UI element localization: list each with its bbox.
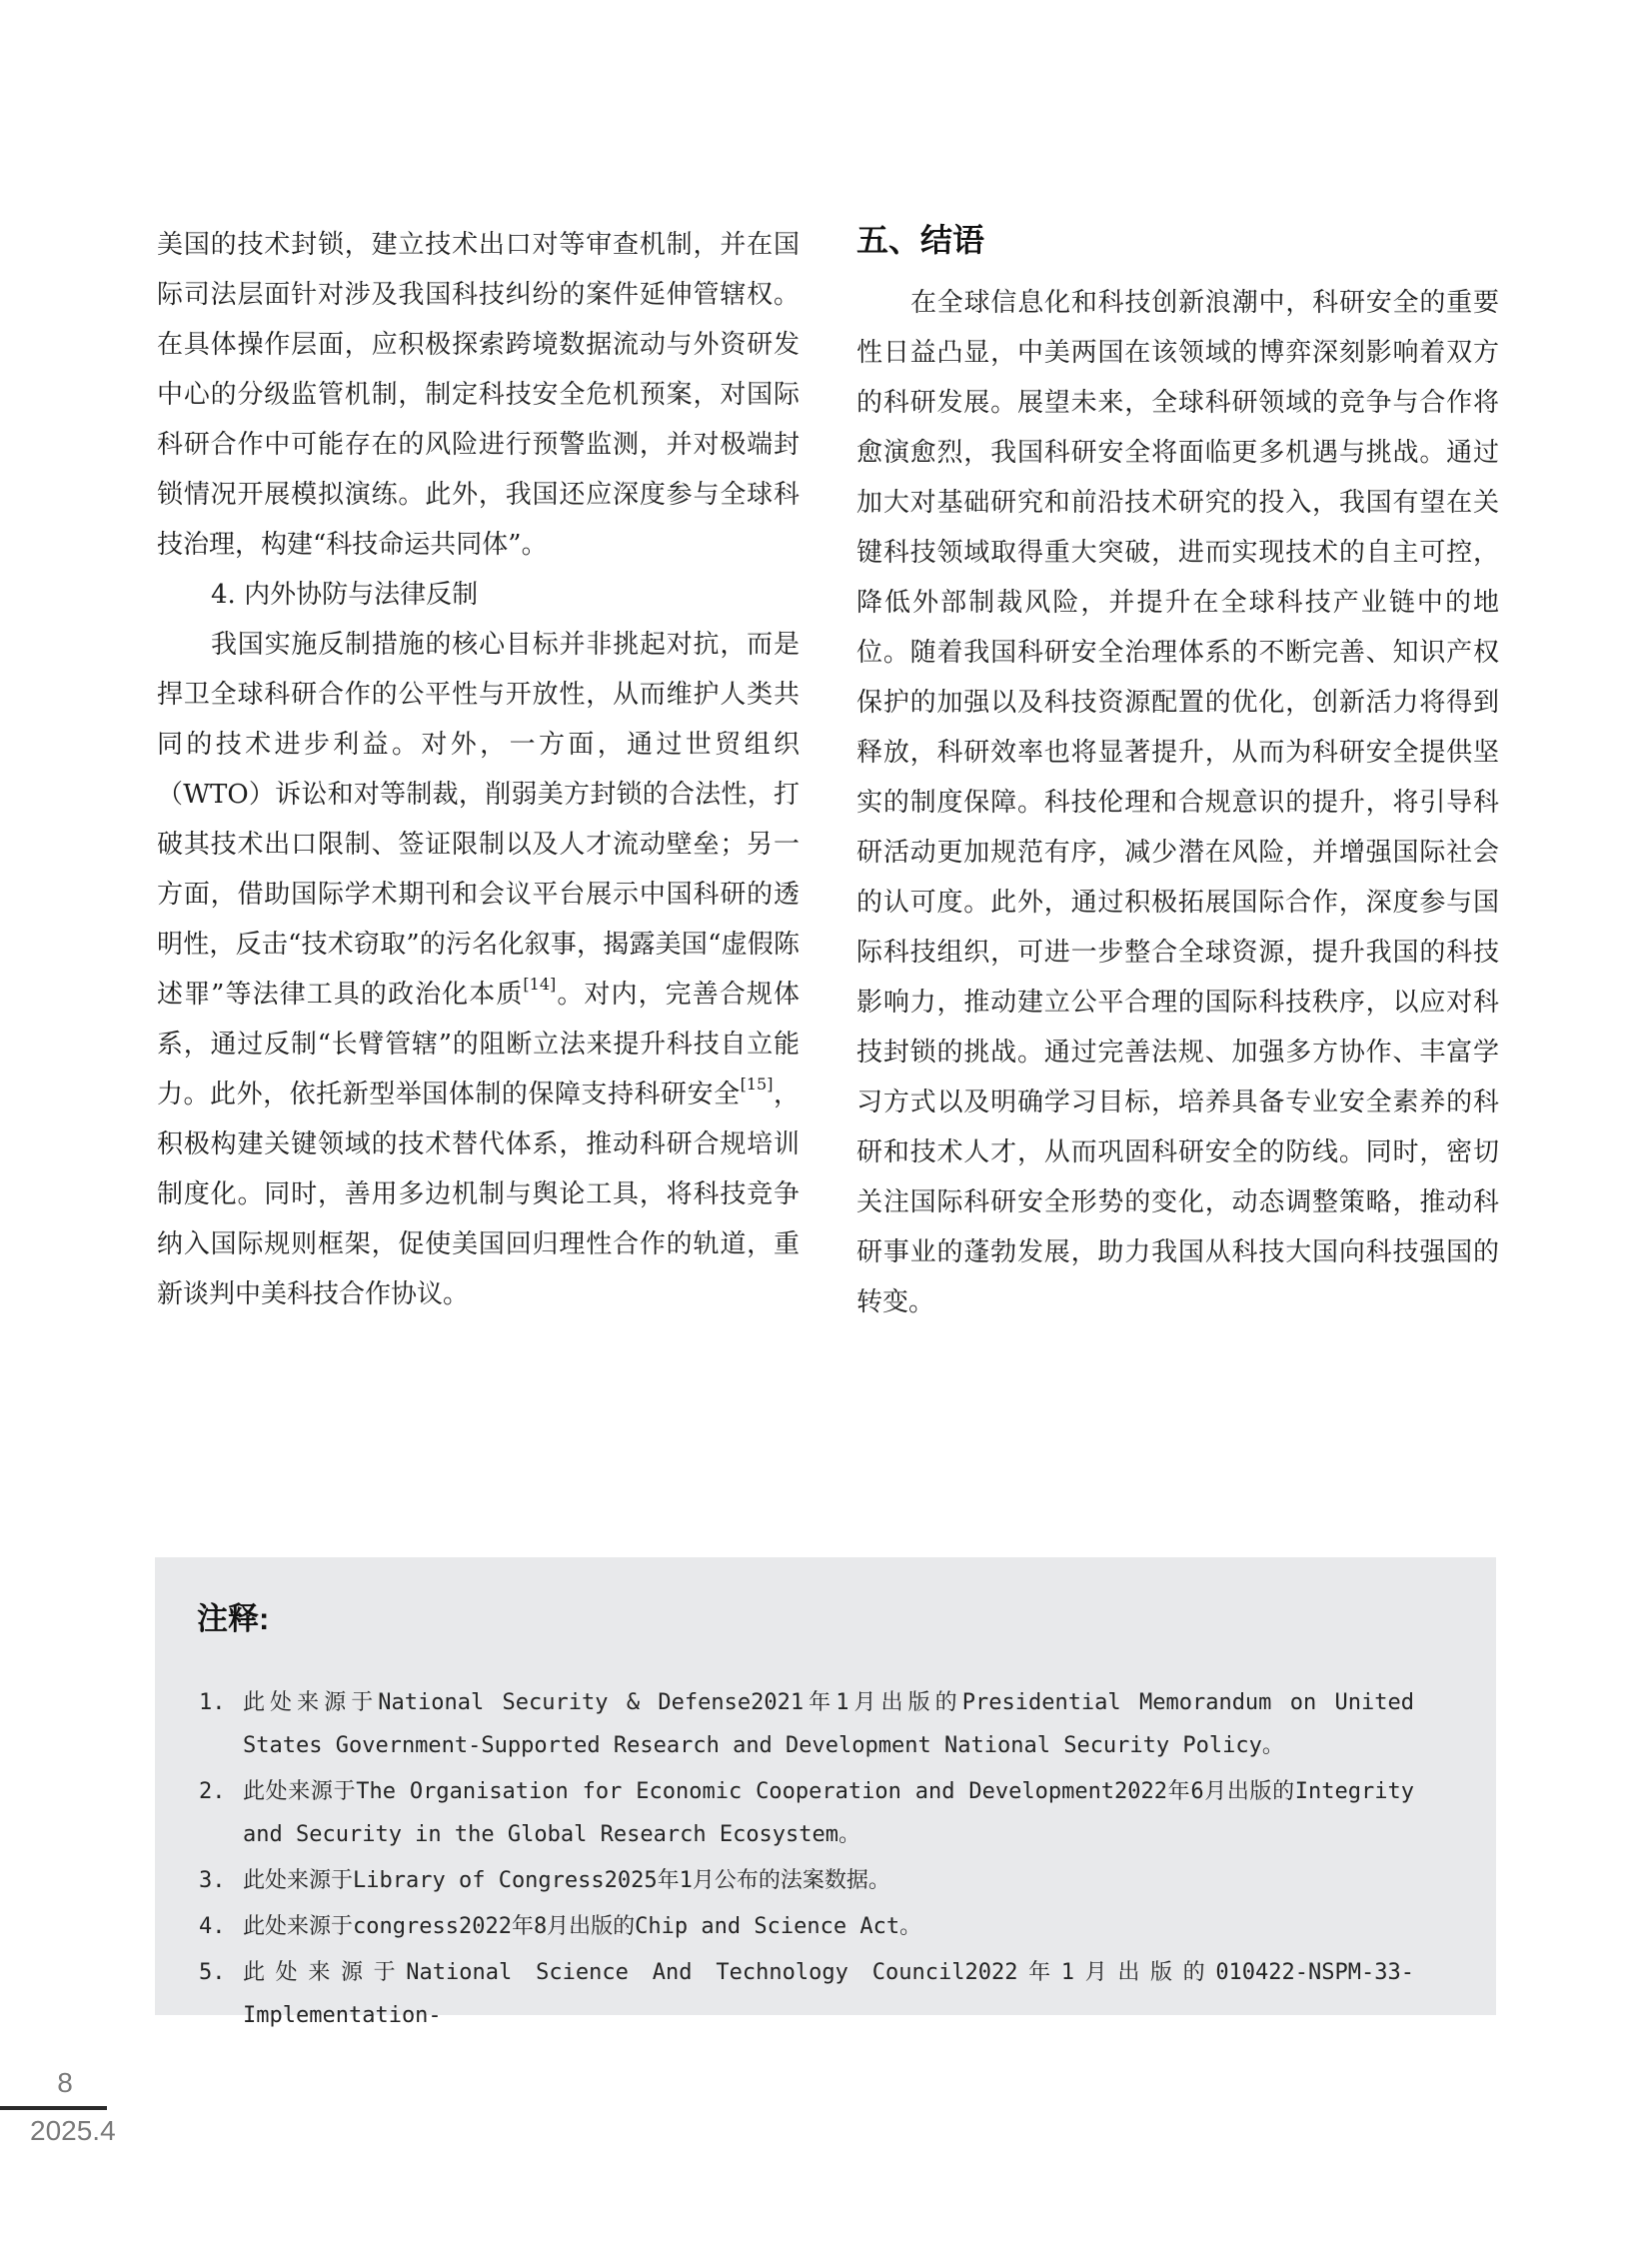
subsection-heading: 4. 内外协防与法律反制 xyxy=(211,580,479,610)
note-item xyxy=(155,1770,1414,1856)
note-item xyxy=(155,1905,1414,1948)
note-number: 5. xyxy=(199,1960,226,1985)
issue-label: 2025.4 xyxy=(30,2115,116,2146)
note-text: 此处来源于National Security & Defense2021年1月出版的Presidential Memorandum on United States Government-Supported Research and Development National Security Policy。 xyxy=(243,1690,1414,1758)
page-number: 8 xyxy=(57,2067,73,2098)
note-text: 此处来源于The Organisation for Economic Cooperation and Development2022年6月出版的Integrity and Security in the Global Research Ecosystem。 xyxy=(243,1779,1414,1847)
note-text: 此处来源于National Science And Technology Council2022年1月出版的010422-NSPM-33-Implementation- xyxy=(243,1960,1414,2028)
note-text: 此处来源于Library of Congress2025年1月公布的法案数据。 xyxy=(243,1868,890,1893)
notes-title: 注释: xyxy=(197,1601,270,1636)
note-number: 1. xyxy=(199,1690,226,1715)
right-column xyxy=(856,220,1499,1327)
conclusion-heading: 五、结语 xyxy=(856,222,985,258)
paragraph: 美国的技术封锁，建立技术出口对等审查机制，并在国际司法层面针对涉及我国科技纠纷的案件延伸管辖权。在具体操作层面，应积极探索跨境数据流动与外资研发中心的分级监管机制，制定科技安全危机预案，对国际科研合作中可能存在的风险进行预警监测，并对极端封锁情况开展模拟演练。此外，我国还应深度参与全球科技治理，构建“科技命运共同体”。 xyxy=(157,230,800,560)
paragraph: 在全球信息化和科技创新浪潮中，科研安全的重要性日益凸显，中美两国在该领域的博弈深刻影响着双方的科研发展。展望未来，全球科研领域的竞争与合作将愈演愈烈，我国科研安全将面临更多机遇与挑战。通过加大对基础研究和前沿技术研究的投入，我国有望在关键科技领域取得重大突破，进而实现技术的自主可控，降低外部制裁风险，并提升在全球科技产业链中的地位。随着我国科研安全治理体系的不断完善、知识产权保护的加强以及科技资源配置的优化，创新活力将得到释放，科研效率也将显著提升，从而为科研安全提供坚实的制度保障。科技伦理和合规意识的提升，将引导科研活动更加规范有序，减少潜在风险，并增强国际社会的认可度。此外，通过积极拓展国际合作，深度参与国际科技组织，可进一步整合全球资源，提升我国的科技影响力，推动建立公平合理的国际科技秩序，以应对科技封锁的挑战。通过完善法规、加强多方协作、丰富学习方式以及明确学习目标，培养具备专业安全素养的科研和技术人才，从而巩固科研安全的防线。同时，密切关注国际科研安全形势的变化，动态调整策略，推动科研事业的蓬勃发展，助力我国从科技大国向科技强国的转变。 xyxy=(856,288,1499,1317)
paragraph-text: 。对内，完善合规体系，通过反制“长臂管辖”的阻断立法来提升科技自立能力。此外，依托新型举国体制的保障支持科研安全 xyxy=(157,980,800,1110)
notes-box xyxy=(155,1557,1496,2028)
citation-ref-15: [15] xyxy=(740,1075,774,1094)
note-number: 3. xyxy=(199,1868,226,1893)
citation-ref-14: [14] xyxy=(523,975,557,994)
notes-list xyxy=(155,1681,1414,2040)
note-number: 4. xyxy=(199,1914,226,1939)
left-column xyxy=(157,220,800,1319)
note-item xyxy=(155,1859,1414,1902)
paragraph xyxy=(157,620,800,1319)
paragraph-text: ，积极构建关键领域的技术替代体系，推动科研合规培训制度化。同时，善用多边机制与舆论工具，将科技竞争纳入国际规则框架，促使美国回归理性合作的轨道，重新谈判中美科技合作协议。 xyxy=(157,1080,800,1309)
note-number: 2. xyxy=(199,1779,226,1804)
note-text: 此处来源于congress2022年8月出版的Chip and Science Act。 xyxy=(243,1914,922,1939)
paragraph-text: 我国实施反制措施的核心目标并非挑起对抗，而是捍卫全球科研合作的公平性与开放性，从而维护人类共同的技术进步利益。对外，一方面，通过世贸组织（WTO）诉讼和对等制裁，削弱美方封锁的合法性，打破其技术出口限制、签证限制以及人才流动壁垒；另一方面，借助国际学术期刊和会议平台展示中国科研的透明性，反击“技术窃取”的污名化叙事，揭露美国“虚假陈述罪”等法律工具的政治化本质 xyxy=(157,630,800,1010)
note-item xyxy=(155,1951,1414,2037)
note-item xyxy=(155,1681,1414,1767)
footer-divider xyxy=(0,2106,107,2110)
